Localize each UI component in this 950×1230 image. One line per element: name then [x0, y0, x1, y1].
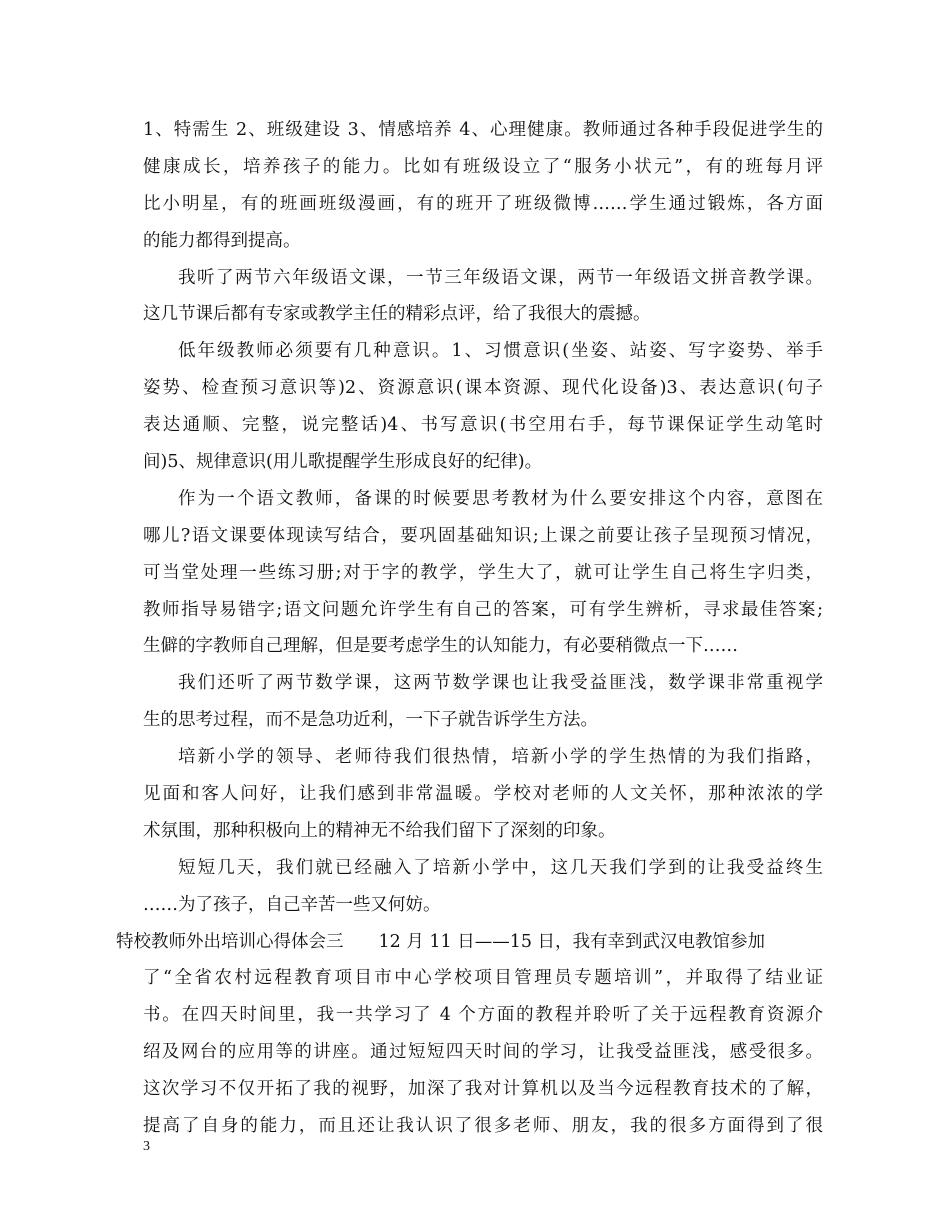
- text-line: ……为了孩子，自己辛苦一些又何妨。: [143, 894, 441, 915]
- text-line: 1、特需生 2、班级建设 3、情感培养 4、心理健康。教师通过各种手段促进学生的: [143, 120, 823, 140]
- text-line: 比小明星，有的班画班级漫画，有的班开了班级微博……学生通过锻炼，各方面: [143, 193, 823, 214]
- text-line: 绍及网台的应用等的讲座。通过短短四天时间的学习，让我受益匪浅，感受很多。: [143, 1042, 823, 1063]
- text-line: 书。在四天时间里，我一共学习了 4 个方面的教程并聆听了关于远程教育资源介: [143, 1005, 823, 1026]
- text-line: 这次学习不仅开拓了我的视野，加深了我对计算机以及当今远程教育技术的了解，: [143, 1079, 823, 1100]
- text-line: 表达通顺、完整，说完整话)4、书写意识(书空用右手，每节课保证学生动笔时: [143, 415, 823, 436]
- paragraph-start-line: 培新小学的领导、老师待我们很热情，培新小学的学生热情的为我们指路，: [178, 747, 823, 768]
- text-line: 见面和客人问好，让我们感到非常温暖。学校对老师的人文关怀，那种浓浓的学: [143, 784, 823, 805]
- text-line: 哪儿?语文课要体现读写结合，要巩固基础知识;上课之前要让孩子呈现预习情况，: [143, 525, 823, 546]
- paragraph-start-line: 我听了两节六年级语文课，一节三年级语文课，两节一年级语文拼音教学课。: [178, 267, 823, 288]
- paragraph-start-line: 作为一个语文教师，备课的时候要思考教材为什么要安排这个内容，意图在: [178, 488, 823, 509]
- text-line: 术氛围，那种积极向上的精神无不给我们留下了深刻的印象。: [143, 820, 616, 841]
- text-line: 的能力都得到提高。: [143, 230, 301, 251]
- page-number: 3: [143, 1139, 150, 1154]
- section-heading-line: 特校教师外出培训心得体会三 12 月 11 日——15 日，我有幸到武汉电教馆参加: [116, 931, 766, 952]
- text-line: 姿势、检查预习意识等)2、资源意识(课本资源、现代化设备)3、表达意识(句子: [143, 378, 823, 399]
- text-line: 这几节课后都有专家或教学主任的精彩点评，给了我很大的震撼。: [143, 304, 651, 325]
- paragraph-start-line: 低年级教师必须要有几种意识。1、习惯意识(坐姿、站姿、写字姿势、举手: [178, 341, 823, 362]
- text-line: 间)5、规律意识(用儿歌提醒学生形成良好的纪律)。: [143, 452, 543, 473]
- text-line: 生的思考过程，而不是急功近利，一下子就告诉学生方法。: [143, 710, 598, 731]
- document-body: [116, 112, 823, 1145]
- text-line: 健康成长，培养孩子的能力。比如有班级设立了“服务小状元”，有的班每月评: [143, 156, 823, 177]
- text-line: 可当堂处理一些练习册;对于字的教学，学生大了，就可让学生自己将生字归类，: [143, 562, 823, 583]
- text-line: 提高了自身的能力，而且还让我认识了很多老师、朋友，我的很多方面得到了很: [143, 1116, 823, 1137]
- paragraph-start-line: 我们还听了两节数学课，这两节数学课也让我受益匪浅，数学课非常重视学: [178, 673, 823, 694]
- text-line: 了“全省农村远程教育项目市中心学校项目管理员专题培训”，并取得了结业证: [143, 968, 823, 989]
- text-line: 教师指导易错字;语文问题允许学生有自己的答案，可有学生辨析，寻求最佳答案;: [143, 599, 823, 620]
- text-line: 生僻的字教师自己理解，但是要考虑学生的认知能力，有必要稍微点一下……: [143, 636, 738, 657]
- paragraph-start-line: 短短几天，我们就已经融入了培新小学中，这几天我们学到的让我受益终生: [178, 857, 823, 878]
